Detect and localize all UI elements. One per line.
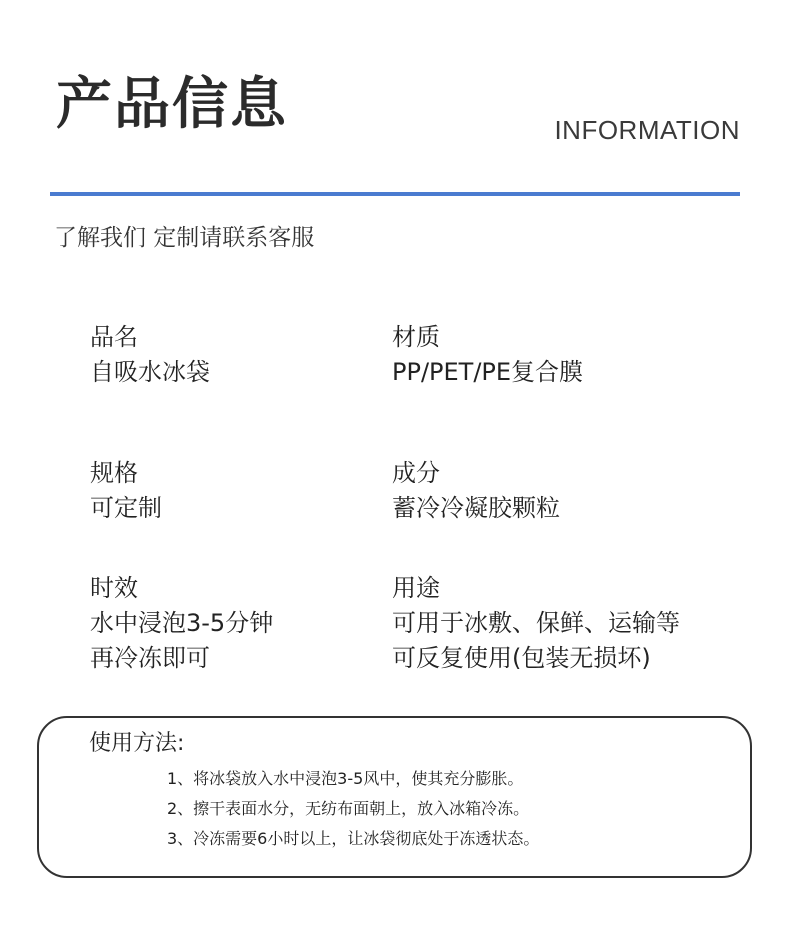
spec-value: 再冷冻即可 bbox=[90, 644, 210, 672]
instructions-list bbox=[167, 764, 539, 854]
spec-label: 规格 bbox=[90, 459, 138, 487]
spec-material bbox=[392, 320, 583, 390]
spec-value: 水中浸泡3-5分钟 bbox=[90, 609, 274, 637]
page-subtitle: INFORMATION bbox=[554, 115, 740, 145]
spec-usage bbox=[392, 571, 680, 676]
spec-size bbox=[90, 456, 162, 526]
spec-label: 品名 bbox=[90, 323, 138, 351]
header-divider bbox=[50, 192, 740, 196]
spec-label: 成分 bbox=[392, 459, 440, 487]
spec-value: 可定制 bbox=[90, 494, 162, 522]
spec-value: 自吸水冰袋 bbox=[90, 358, 210, 386]
spec-value: 可用于冰敷、保鲜、运输等 bbox=[392, 609, 680, 637]
instruction-step: 1、将冰袋放入水中浸泡3-5风中，使其充分膨胀。 bbox=[167, 769, 524, 788]
spec-ingredient bbox=[392, 456, 560, 526]
instruction-step: 3、冷冻需要6小时以上，让冰袋彻底处于冻透状态。 bbox=[167, 829, 540, 848]
spec-product-name bbox=[90, 320, 210, 390]
instructions-title: 使用方法: bbox=[89, 731, 185, 756]
spec-label: 用途 bbox=[392, 574, 440, 602]
spec-label: 时效 bbox=[90, 574, 138, 602]
contact-line: 了解我们 定制请联系客服 bbox=[54, 225, 315, 251]
instructions-box bbox=[37, 716, 752, 878]
page-title: 产品信息 bbox=[56, 72, 288, 137]
spec-value: 可反复使用(包装无损坏) bbox=[392, 644, 651, 672]
instruction-step: 2、擦干表面水分，无纺布面朝上，放入冰箱冷冻。 bbox=[167, 799, 530, 818]
spec-effect-time bbox=[90, 571, 273, 676]
spec-label: 材质 bbox=[392, 323, 440, 351]
spec-value: 蓄冷冷凝胶颗粒 bbox=[392, 494, 560, 522]
spec-value: PP/PET/PE复合膜 bbox=[392, 358, 584, 386]
